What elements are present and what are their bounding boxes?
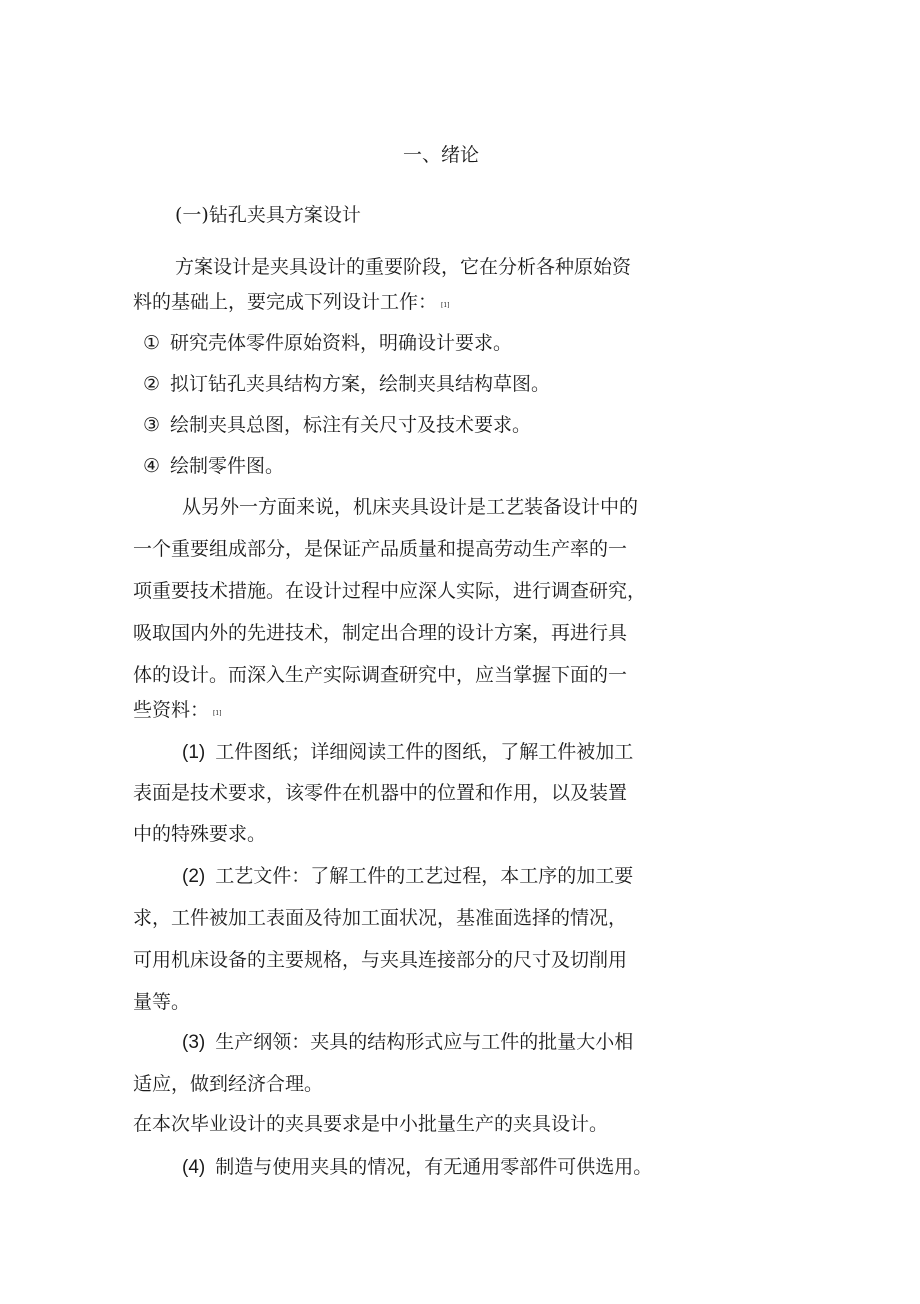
para-line: 项重要技术措施。在设计过程中应深人实际，进行调查研究， [133, 580, 647, 602]
step-text: 研究壳体零件原始资料，明确设计要求。 [170, 332, 513, 354]
citation-marker: [1] [213, 710, 222, 717]
numbered-item [182, 1155, 652, 1180]
step-text: 绘制零件图。 [170, 455, 285, 477]
para-line: 吸取国内外的先进技术，制定出合理的设计方案，再进行具 [133, 622, 628, 644]
page-title: 一、绪论 [403, 144, 480, 166]
para-line: 一个重要组成部分，是保证产品质量和提高劳动生产率的一 [133, 538, 628, 560]
section-title: (一)钻孔夹具方案设计 [175, 204, 361, 226]
step-marker: ③ [143, 414, 161, 436]
design-note: 在本次毕业设计的夹具要求是中小批量生产的夹具设计。 [133, 1113, 609, 1135]
item-line: 适应，做到经济合理。 [133, 1073, 324, 1095]
item-text: 工艺文件：了解工件的工艺过程，本工序的加工要 [215, 865, 634, 887]
step-item [143, 413, 531, 437]
intro-line-1: 方案设计是夹具设计的重要阶段，它在分析各种原始资 [175, 256, 632, 278]
item-number: (2) [182, 866, 206, 887]
step-text: 绘制夹具总图，标注有关尺寸及技术要求。 [170, 414, 532, 436]
para-line [133, 698, 222, 727]
item-number: (4) [182, 1157, 206, 1178]
para-line: 体的设计。而深入生产实际调查研究中，应当掌握下面的一 [133, 664, 628, 686]
item-text: 制造与使用夹具的情况，有无通用零部件可供选用。 [215, 1156, 653, 1178]
step-marker: ④ [143, 455, 161, 477]
para-text: 些资料： [133, 699, 210, 721]
para-line: 从另外一方面来说，机床夹具设计是工艺装备设计中的 [182, 496, 639, 518]
numbered-item [182, 864, 633, 889]
item-line: 量等。 [133, 991, 191, 1013]
step-marker: ① [143, 332, 161, 354]
step-marker: ② [143, 373, 161, 395]
numbered-item [182, 1030, 633, 1055]
item-text: 生产纲领：夹具的结构形式应与工件的批量大小相 [215, 1031, 634, 1053]
item-line: 中的特殊要求。 [133, 823, 267, 845]
item-line: 表面是技术要求，该零件在机器中的位置和作用，以及装置 [133, 782, 628, 804]
numbered-item [182, 740, 633, 765]
step-item [143, 331, 512, 355]
step-item [143, 454, 284, 478]
item-number: (3) [182, 1032, 206, 1053]
item-text: 工件图纸；详细阅读工件的图纸，了解工件被加工 [215, 741, 634, 763]
citation-marker: [1] [441, 302, 450, 309]
intro-line-2 [133, 290, 450, 319]
step-item [143, 372, 550, 396]
step-text: 拟订钻孔夹具结构方案，绘制夹具结构草图。 [170, 373, 551, 395]
item-line: 求，工件被加工表面及待加工面状况，基准面选择的情况， [133, 907, 628, 929]
item-number: (1) [182, 742, 206, 763]
intro-text: 料的基础上，要完成下列设计工作： [133, 291, 438, 313]
item-line: 可用机床设备的主要规格，与夹具连接部分的尺寸及切削用 [133, 949, 628, 971]
